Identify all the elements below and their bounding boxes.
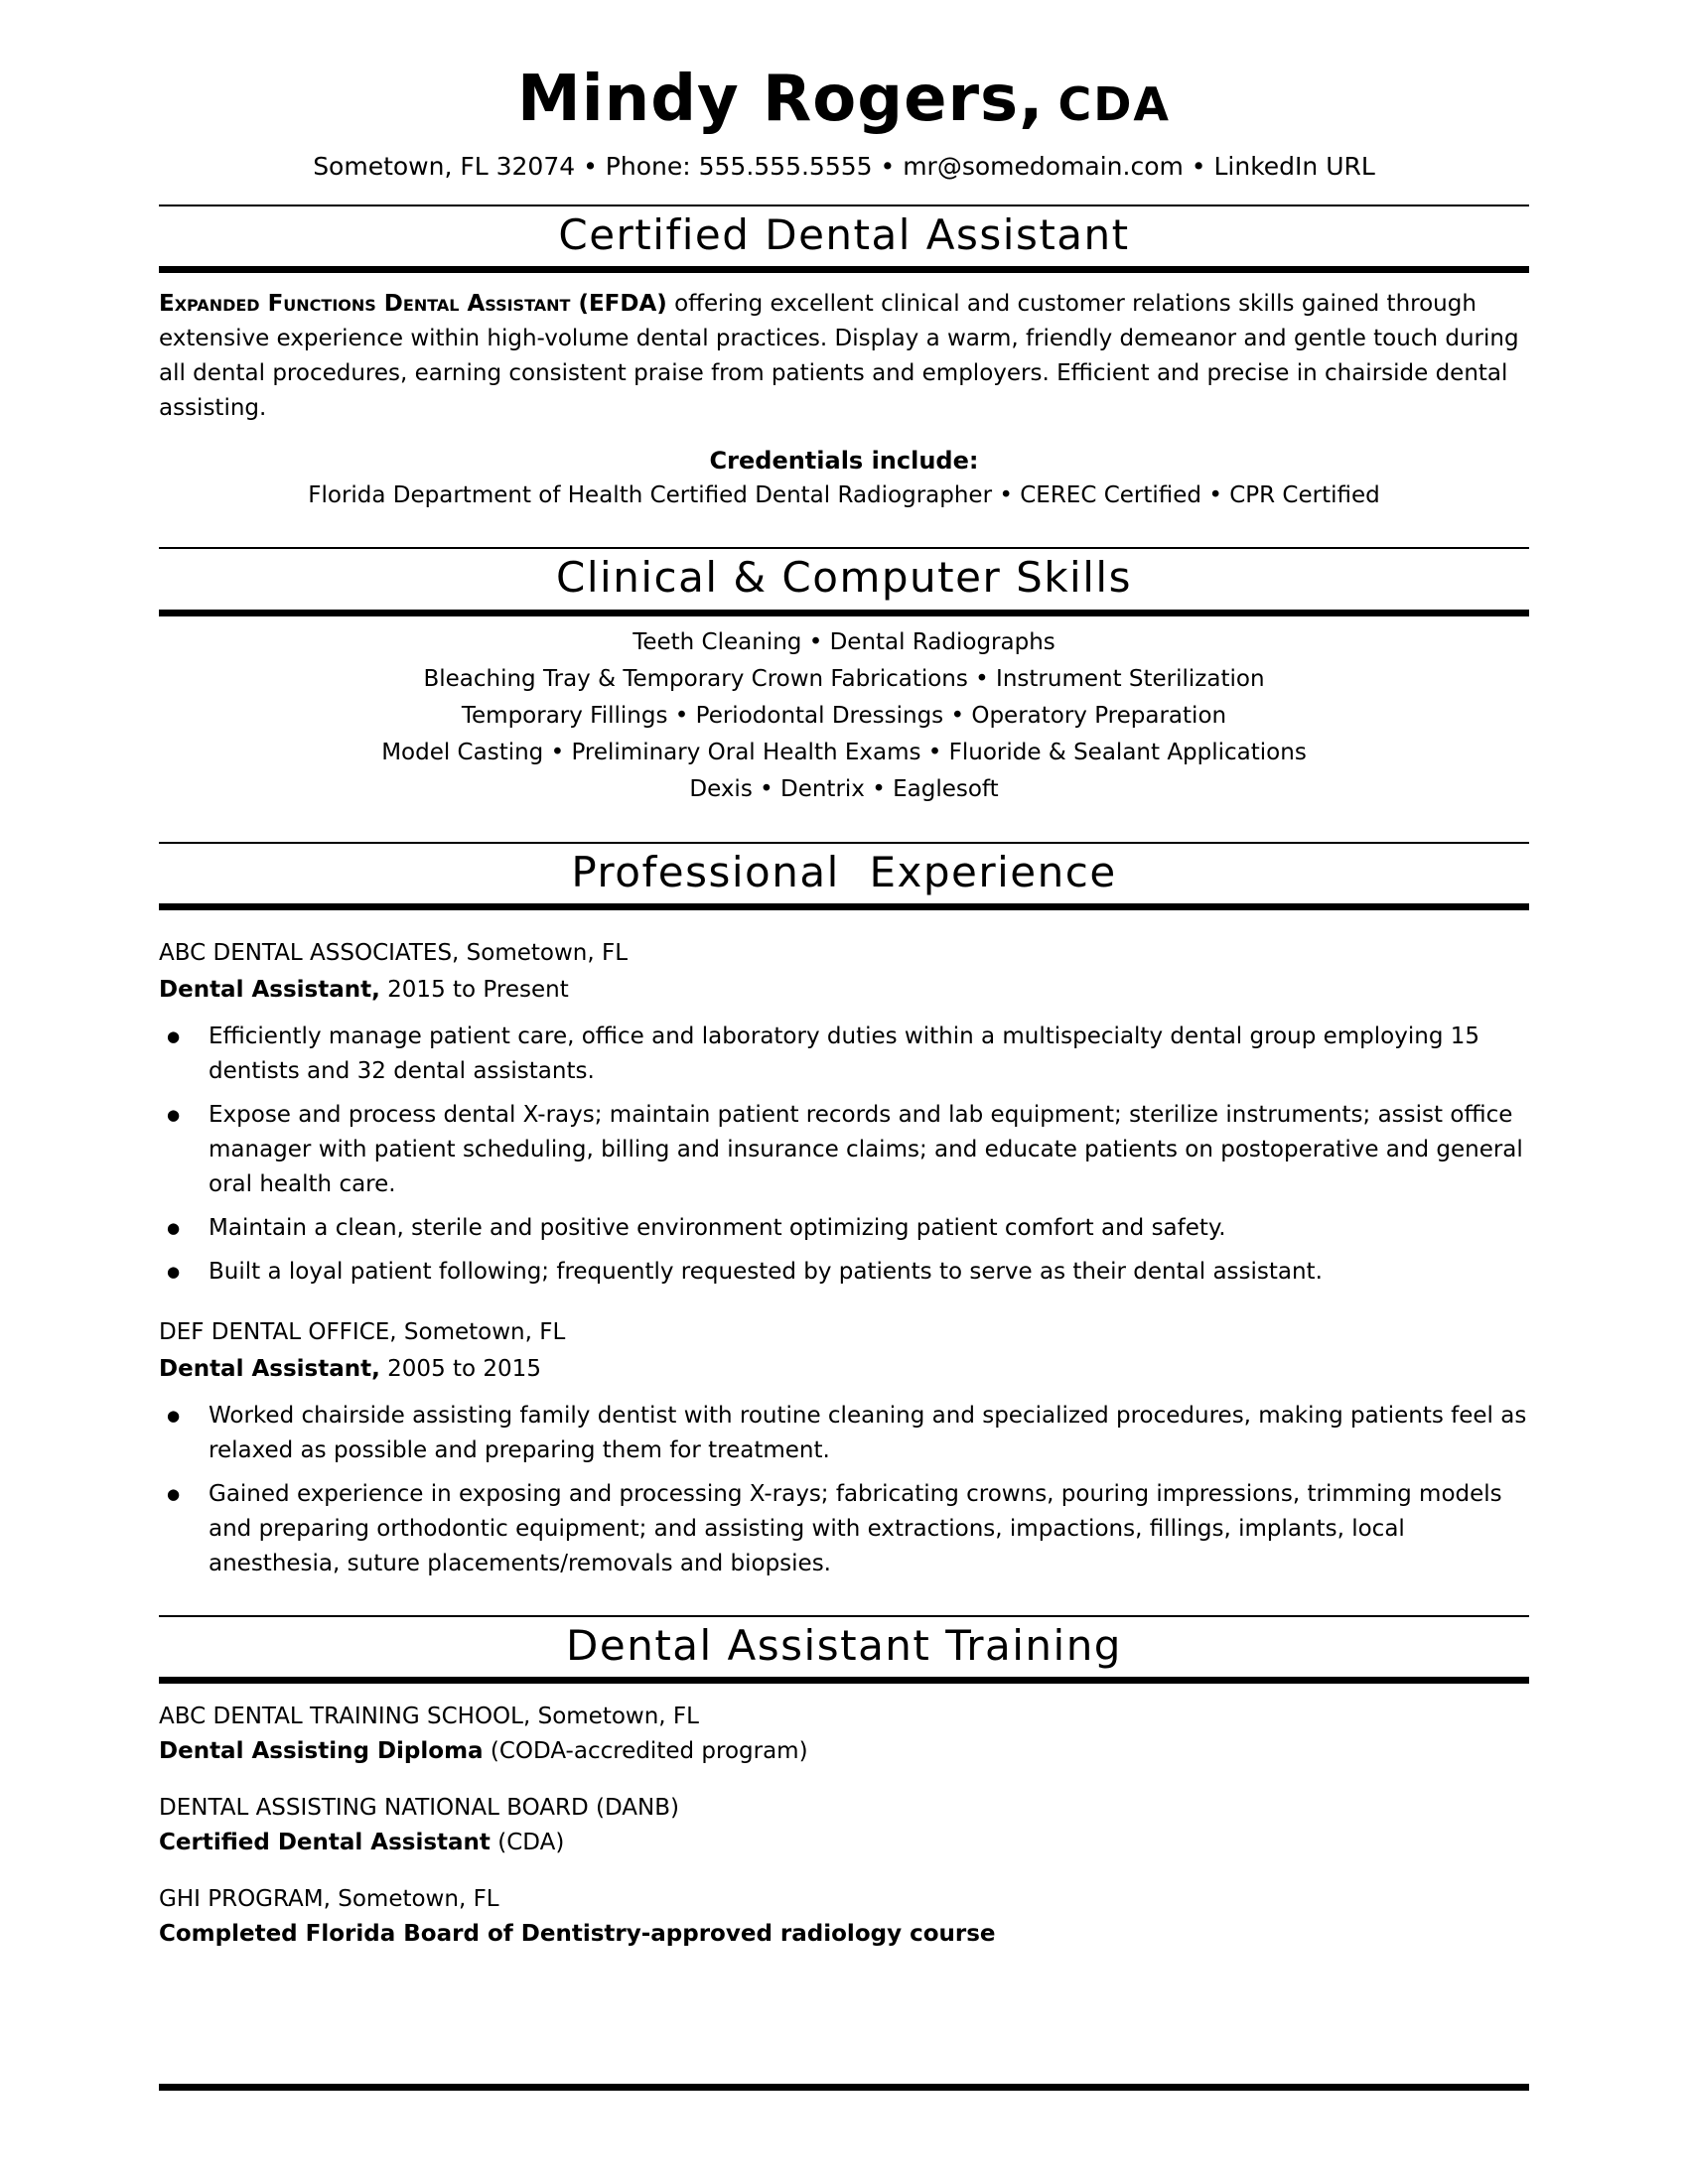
contact-line: Sometown, FL 32074 • Phone: 555.555.5555 • mr@somedomain.com • LinkedIn URL <box>313 151 1375 181</box>
job-bullet: ● Worked chairside assisting family dentist with routine cleaning and specialized procedures, making patients feel as relaxed as possible and preparing them for treatment. <box>159 1399 1529 1468</box>
summary-body: offering excellent clinical and customer relations skills gained through extensive experience within high-volume dental practices. Display a warm, friendly demeanor and gentle touch during all dental procedures, earning consistent praise from patients and employers. Efficient and precise in chairside dental assisting. <box>159 291 1519 422</box>
training-credential: Dental Assisting Diploma <box>159 1738 484 1765</box>
skills-section-header <box>159 547 1529 615</box>
skills-list <box>159 624 1529 808</box>
training-credential: Certified Dental Assistant <box>159 1830 491 1856</box>
training-detail: (CODA-accredited program) <box>483 1738 808 1765</box>
job-entry <box>159 1315 1529 1581</box>
credentials-line: Florida Department of Health Certified Dental Radiographer • CEREC Certified • CPR Certified <box>308 482 1380 509</box>
job-bullet: ● Expose and process dental X-rays; maintain patient records and lab equipment; sterilize instruments; assist office manager with patient scheduling, billing and insurance claims; and educate patients on postoperative and general oral health care. <box>159 1098 1529 1202</box>
training-institution: GHI PROGRAM, Sometown, FL <box>159 1886 499 1913</box>
summary-section <box>159 205 1529 513</box>
divider-thick <box>159 903 1529 910</box>
credentials-label: Credentials include: <box>709 447 979 476</box>
summary-paragraph <box>159 287 1529 426</box>
skill-line: Model Casting • Preliminary Oral Health Exams • Fluoride & Sealant Applications <box>381 739 1307 765</box>
skill-line: Bleaching Tray & Temporary Crown Fabrications • Instrument Sterilization <box>423 665 1265 692</box>
divider-thin <box>159 842 1529 844</box>
bottom-divider-thick <box>159 2084 1529 2091</box>
summary-section-title: Certified Dental Assistant <box>558 210 1130 260</box>
job-bullet: ● Maintain a clean, sterile and positive environment optimizing patient comfort and safety. <box>159 1211 1529 1246</box>
divider-thin <box>159 1615 1529 1617</box>
training-credential: Completed Florida Board of Dentistry-approved radiology course <box>159 1921 996 1948</box>
divider-thick <box>159 1677 1529 1684</box>
job-bullet-list <box>159 1399 1529 1581</box>
name-text: Mindy Rogers, <box>517 63 1045 136</box>
divider-thick <box>159 610 1529 616</box>
job-bullet: ● Built a loyal patient following; frequently requested by patients to serve as their dental assistant. <box>159 1255 1529 1290</box>
training-entry <box>159 1700 1529 1769</box>
training-section-header <box>159 1615 1529 1684</box>
training-credential-line <box>159 1917 1529 1952</box>
job-entry <box>159 936 1529 1290</box>
summary-section-header <box>159 205 1529 273</box>
job-dates: 2005 to 2015 <box>379 1355 541 1382</box>
candidate-name <box>159 64 1529 137</box>
resume-header <box>159 64 1529 183</box>
divider-thin <box>159 547 1529 549</box>
job-bullet-list <box>159 1020 1529 1290</box>
skill-line: Temporary Fillings • Periodontal Dressings • Operatory Preparation <box>461 702 1227 729</box>
training-institution: DENTAL ASSISTING NATIONAL BOARD (DANB) <box>159 1795 679 1822</box>
training-credential-line <box>159 1826 1529 1860</box>
summary-lead: Expanded Functions Dental Assistant (EFDA) <box>159 291 667 318</box>
divider-thin <box>159 205 1529 206</box>
experience-section-title: Professional Experience <box>571 847 1117 896</box>
divider-thick <box>159 266 1529 273</box>
skills-section-title: Clinical & Computer Skills <box>556 553 1132 603</box>
experience-section-header <box>159 842 1529 910</box>
job-company: DEF DENTAL OFFICE, Sometown, FL <box>159 1318 566 1345</box>
job-bullet: ● Gained experience in exposing and processing X-rays; fabricating crowns, pouring impressions, trimming models and preparing orthodontic equipment; and assisting with extractions, impactions, fillings, implants, local anesthesia, suture placements/removals and biopsies. <box>159 1477 1529 1581</box>
training-entry <box>159 1791 1529 1860</box>
job-role: Dental Assistant, <box>159 1355 380 1382</box>
credential-suffix: CDA <box>1057 77 1171 131</box>
training-section-title: Dental Assistant Training <box>566 1620 1122 1670</box>
training-detail: (CDA) <box>490 1830 565 1856</box>
training-institution: ABC DENTAL TRAINING SCHOOL, Sometown, FL <box>159 1704 699 1730</box>
job-bullet: ● Efficiently manage patient care, office and laboratory duties within a multispecialty dental group employing 15 dentists and 32 dental assistants. <box>159 1020 1529 1089</box>
skill-line: Teeth Cleaning • Dental Radiographs <box>633 628 1055 655</box>
experience-section <box>159 842 1529 1581</box>
skill-line: Dexis • Dentrix • Eaglesoft <box>689 775 999 802</box>
training-credential-line <box>159 1734 1529 1769</box>
job-role-line <box>159 973 1529 1008</box>
job-role-line <box>159 1352 1529 1387</box>
job-company: ABC DENTAL ASSOCIATES, Sometown, FL <box>159 939 629 966</box>
job-role: Dental Assistant, <box>159 976 380 1003</box>
job-dates: 2015 to Present <box>379 976 569 1003</box>
training-entry <box>159 1882 1529 1952</box>
skills-section <box>159 547 1529 807</box>
training-section <box>159 1615 1529 1952</box>
